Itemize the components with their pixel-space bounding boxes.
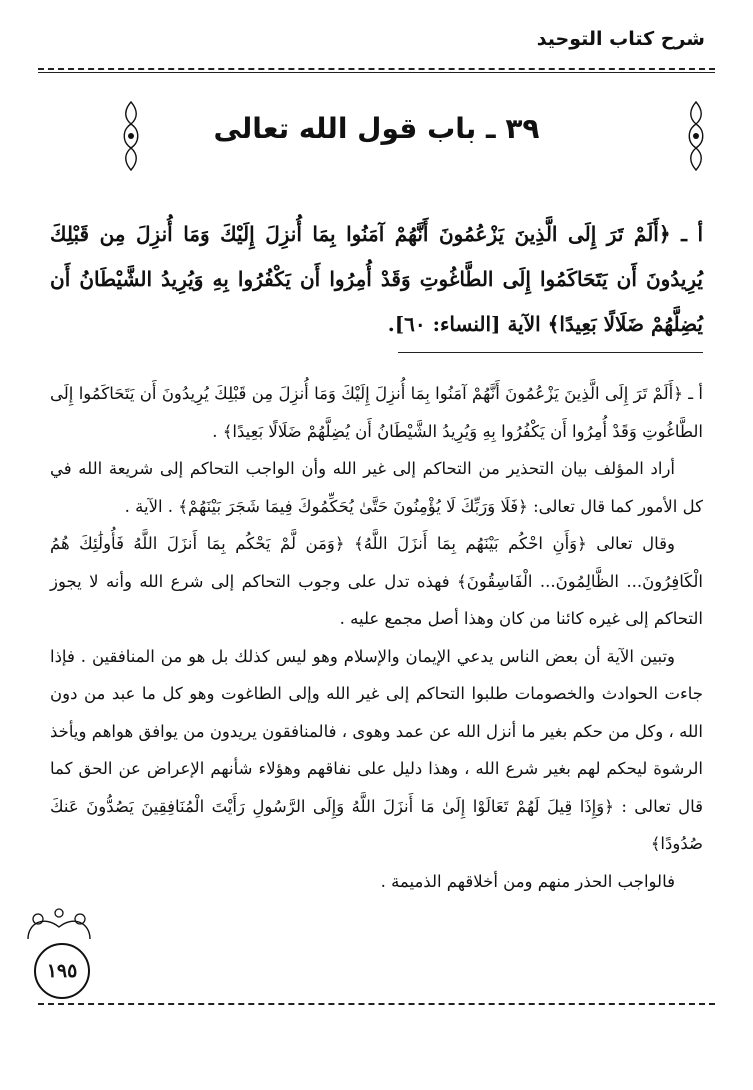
page-number: ١٩٥ — [46, 960, 78, 982]
commentary-paragraph: وتبين الآية أن بعض الناس يدعي الإيمان والإسلام وهو ليس كذلك بل هو من المنافقين . فإذا جاءت الحوادث والخصومات طلبوا التحاكم إلى غير الله وإلى الطاغوت وهو كل ما عبد من دون الله ، وكل من حكم بغير ما أنزل الله عن عمد وهوى ، فالمنافقون يريدون من يوافق هواهم ويأخذ الرشوة ليحكم لهم بغير شرع الله ، وهذا دليل على نفاقهم وهؤلاء شأنهم الإعراض عن الحق كما قال تعالى : ﴿وَإِذَا قِيلَ لَهُمْ تَعَالَوْا إِلَىٰ مَا أَنزَلَ اللَّهُ وَإِلَى الرَّسُولِ رَأَيْتَ الْمُنَافِقِينَ يَصُدُّونَ عَنكَ صُدُودًا﴾ — [50, 646, 703, 853]
header-dashed-rule — [38, 68, 715, 70]
footer-dashed-rule — [38, 1003, 715, 1005]
commentary-body — [50, 375, 703, 900]
section-divider — [398, 352, 703, 353]
commentary-paragraph: أ ـ ﴿أَلَمْ تَرَ إِلَى الَّذِينَ يَزْعُمُونَ أَنَّهُمْ آمَنُوا بِمَا أُنزِلَ إِلَيْكَ وَمَا أُنزِلَ مِن قَبْلِكَ يُرِيدُونَ أَن يَتَحَاكَمُوا إِلَى الطَّاغُوتِ وَقَدْ أُمِرُوا أَن يَكْفُرُوا بِهِ وَيُرِيدُ الشَّيْطَانُ أَن يُضِلَّهُمْ ضَلَالًا بَعِيدًا﴾ . — [50, 384, 703, 441]
running-header-title: شرح كتاب التوحيد — [536, 28, 705, 50]
commentary-paragraph: وقال تعالى ﴿وَأَنِ احْكُم بَيْنَهُم بِمَا أَنزَلَ اللَّهُ﴾ ﴿وَمَن لَّمْ يَحْكُم بِمَا أَنزَلَ اللَّهُ فَأُولَٰئِكَ هُمُ الْكَافِرُونَ... الظَّالِمُونَ... الْفَاسِقُونَ﴾ فهذه تدل على وجوب التحاكم إلى شرع الله وأنه لا يجوز التحاكم إلى غيره كائنا من كان وهذا أصل مجمع عليه . — [50, 534, 703, 628]
page-number-medallion — [18, 905, 100, 1001]
header-solid-rule — [38, 72, 715, 73]
main-ayah-text: أ ـ ﴿أَلَمْ تَرَ إِلَى الَّذِينَ يَزْعُمُونَ أَنَّهُمْ آمَنُوا بِمَا أُنزِلَ إِلَيْكَ وَمَا أُنزِلَ مِن قَبْلِكَ يُرِيدُونَ أَن يَتَحَاكَمُوا إِلَى الطَّاغُوتِ وَقَدْ أُمِرُوا أَن يَكْفُرُوا بِهِ وَيُرِيدُ الشَّيْطَانُ أَن يُضِلَّهُمْ ضَلَالًا بَعِيدًا﴾ الآية [النساء: ٦٠]. — [50, 222, 703, 336]
medallion-flourish-icon — [18, 905, 100, 945]
commentary-paragraph: أراد المؤلف بيان التحذير من التحاكم إلى غير الله وأن الواجب التحاكم إلى شريعة الله في كل الأمور كما قال تعالى: ﴿فَلَا وَرَبِّكَ لَا يُؤْمِنُونَ حَتَّىٰ يُحَكِّمُوكَ فِيمَا شَجَرَ بَيْنَهُمْ﴾ . الآية . — [50, 459, 703, 516]
chapter-title: ٣٩ ـ باب قول الله تعالى — [213, 112, 540, 145]
right-ornament-icon — [683, 100, 709, 172]
commentary-paragraph: فالواجب الحذر منهم ومن أخلاقهم الذميمة . — [380, 871, 675, 891]
